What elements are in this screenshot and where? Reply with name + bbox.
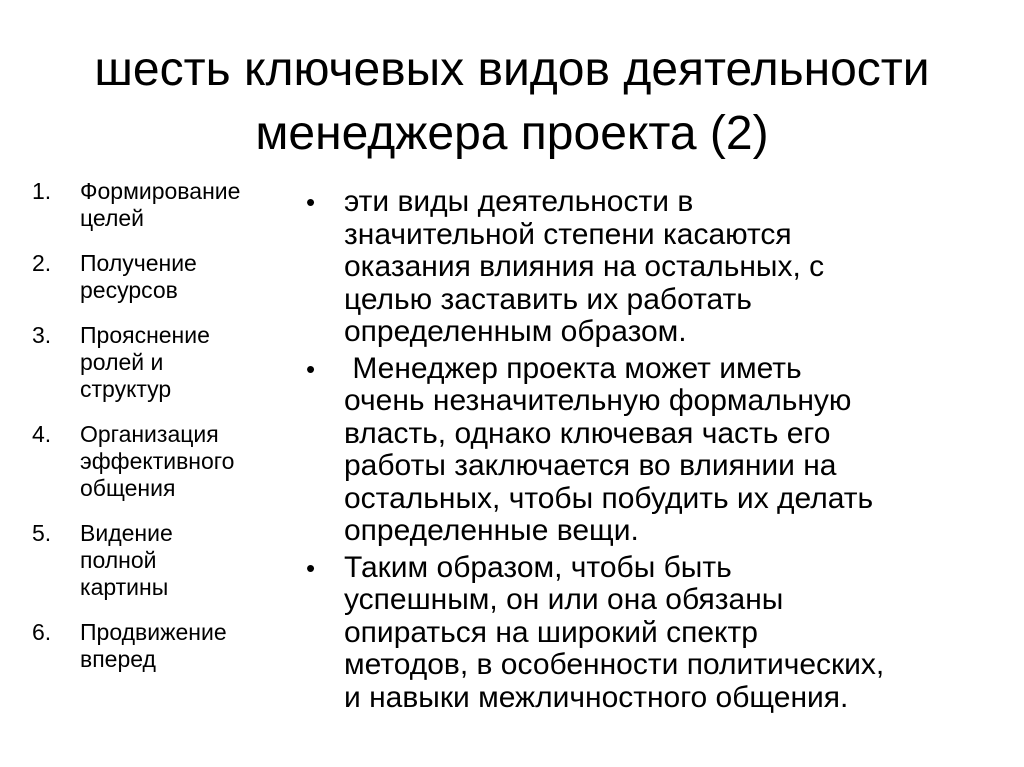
list-item-line: вперед: [80, 646, 156, 672]
list-item-line: ролей и: [80, 349, 164, 375]
bullet-icon: •: [306, 552, 316, 583]
description-bullet-list: [296, 186, 996, 718]
list-item: [22, 619, 292, 673]
list-item-number: 4.: [32, 421, 52, 447]
bullet-item-line: целью заставить их работать: [344, 282, 752, 316]
list-item-line: Продвижение: [80, 619, 227, 645]
list-item-text: [80, 421, 292, 502]
list-item-text: [80, 250, 292, 304]
bullet-item-line: очень незначительную формальную: [344, 384, 852, 417]
bullet-item-line: Менеджер проекта может иметь: [344, 351, 802, 385]
list-item-line: полной: [80, 547, 157, 573]
bullet-icon: •: [306, 353, 316, 384]
bullet-item: [296, 353, 996, 548]
bullet-icon: •: [306, 187, 316, 217]
list-item: [22, 421, 292, 502]
bullet-item-line: эти виды деятельности в: [344, 185, 694, 218]
slide-title-line-1: шесть ключевых видов деятельности: [94, 43, 930, 96]
slide-title: [40, 38, 984, 166]
list-item-text: [80, 178, 292, 232]
bullet-item-line: определенным образом.: [344, 315, 687, 348]
bullet-item: [296, 186, 996, 349]
list-item-number: 2.: [32, 250, 52, 276]
bullet-item-text: [344, 353, 996, 548]
list-item-line: картины: [80, 574, 169, 600]
slide-title-line-2: менеджера проекта (2): [255, 107, 769, 160]
bullet-item-line: опираться на широкий спектр: [344, 615, 758, 649]
list-item-line: Видение: [80, 520, 173, 546]
list-item-line: структур: [80, 376, 172, 402]
list-item: [22, 250, 292, 304]
list-item-line: Формирование: [80, 178, 241, 204]
bullet-item-line: остальных, чтобы побудить их делать: [344, 481, 874, 515]
list-item-line: общения: [80, 475, 176, 501]
list-item-text: [80, 619, 292, 673]
list-item: [22, 178, 292, 232]
list-item: [22, 520, 292, 601]
list-item: [22, 322, 292, 403]
bullet-item-line: значительной степени касаются: [344, 217, 792, 251]
bullet-item: [296, 552, 996, 715]
list-item-number: 1.: [32, 178, 52, 204]
bullet-item-line: оказания влияния на остальных, с: [344, 250, 825, 283]
list-item-line: Прояснение: [80, 322, 210, 348]
bullet-item-text: [344, 552, 996, 715]
bullet-item-line: определенные вещи.: [344, 514, 639, 547]
list-item-number: 6.: [32, 619, 52, 645]
bullet-item-text: [344, 186, 996, 349]
activities-numbered-list: [22, 178, 292, 691]
bullet-item-line: власть, однако ключевая часть его: [344, 416, 831, 450]
bullet-item-line: Таким образом, чтобы быть: [344, 550, 732, 584]
list-item-number: 3.: [32, 322, 52, 348]
list-item-line: Организация: [80, 421, 219, 447]
list-item-line: Получение: [80, 250, 197, 276]
bullet-item-line: методов, в особенности политических,: [344, 648, 885, 681]
bullet-item-line: работы заключается во влиянии на: [344, 449, 837, 482]
bullet-item-line: успешным, он или она обязаны: [344, 583, 784, 616]
list-item-line: эффективного: [80, 448, 235, 474]
list-item-text: [80, 520, 292, 601]
bullet-item-line: и навыки межличностного общения.: [344, 680, 849, 714]
list-item-line: целей: [80, 205, 145, 231]
list-item-number: 5.: [32, 520, 52, 546]
list-item-line: ресурсов: [80, 277, 178, 303]
list-item-text: [80, 322, 292, 403]
